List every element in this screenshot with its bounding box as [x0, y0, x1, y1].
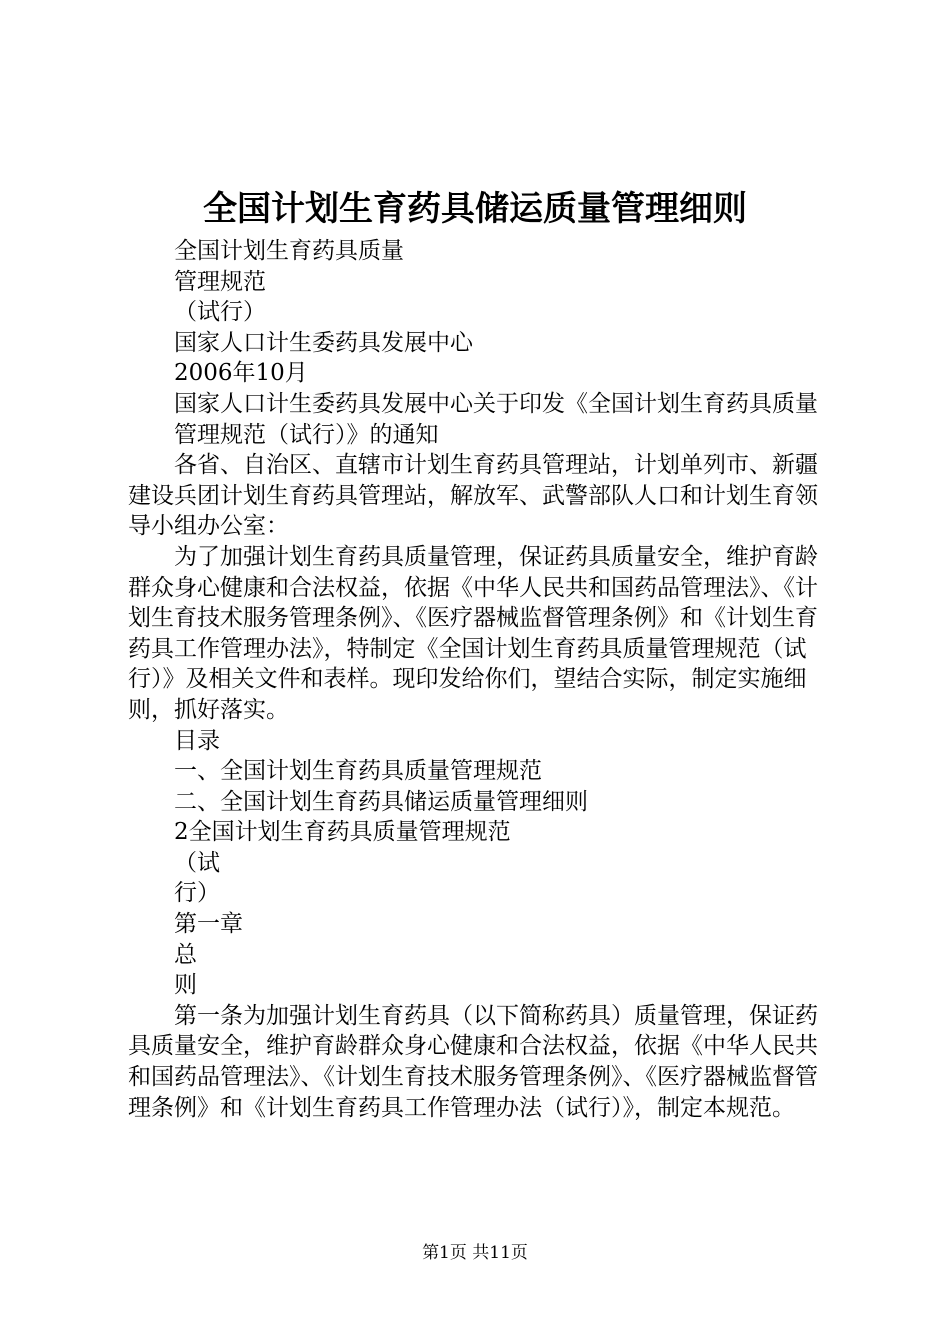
paragraph: 目录: [174, 727, 220, 754]
paragraph: 国家人口计生委药具发展中心关于印发《全国计划生育药具质量: [174, 390, 818, 417]
paragraph: （试行）: [174, 299, 266, 326]
paragraph: 全国计划生育药具质量: [174, 238, 404, 264]
paragraph: 2全国计划生育药具质量管理规范: [174, 819, 511, 846]
paragraph: 总: [174, 941, 197, 968]
paragraph: 国家人口计生委药具发展中心: [174, 329, 473, 356]
paragraph: 为了加强计划生育药具质量管理，保证药具质量安全，维护育龄群众身心健康和合法权益，依据《中华人民共和国药品管理法》、《计划生育技术服务管理条例》、《医疗器械监督管理条例》和《计划生育药具工作管理办法》，特制定《全国计划生育药具质量管理规范（试行）》及相关文件和表样。现印发给你们，望结合实际，制定实施细则，抓好落实。: [128, 543, 818, 723]
paragraph: 第一章: [174, 911, 243, 938]
paragraph: 管理规范: [174, 268, 266, 295]
paragraph: （试: [174, 849, 220, 876]
paragraph: 管理规范（试行）》的通知: [174, 421, 439, 448]
paragraph: 二、全国计划生育药具储运质量管理细则: [174, 788, 588, 815]
paragraph: 各省、自治区、直辖市计划生育药具管理站，计划单列市、新疆建设兵团计划生育药具管理站，解放军、武警部队人口和计划生育领导小组办公室：: [128, 452, 818, 540]
document-title: 全国计划生育药具储运质量管理细则: [203, 189, 747, 229]
paragraph: 2006年10月: [174, 360, 308, 387]
paragraph: 一、全国计划生育药具质量管理规范: [174, 758, 542, 785]
paragraph: 行）: [174, 880, 220, 907]
paragraph: 第一条为加强计划生育药具（以下简称药具）质量管理，保证药具质量安全，维护育龄群众身心健康和合法权益，依据《中华人民共和国药品管理法》、《计划生育技术服务管理条例》、《医疗器械监督管理条例》和《计划生育药具工作管理办法（试行）》，制定本规范。: [128, 1002, 818, 1121]
page-footer: 第1页 共11页: [422, 1243, 528, 1263]
paragraph: 则: [174, 972, 197, 999]
document-body: [128, 236, 828, 1123]
